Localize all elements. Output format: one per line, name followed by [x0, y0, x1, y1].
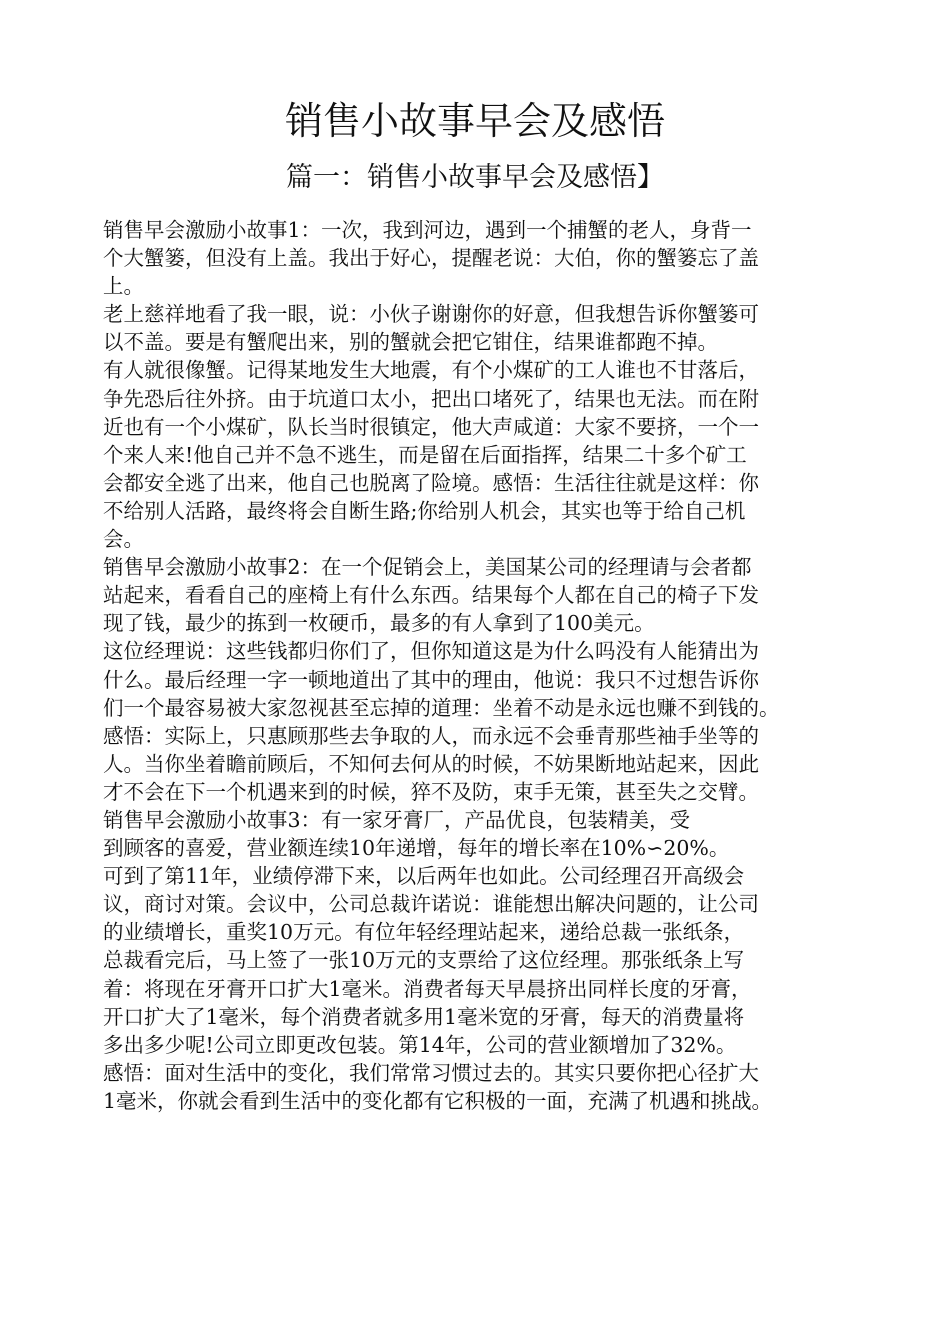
text-line: 人。当你坐着瞻前顾后，不知何去何从的时候，不妨果断地站起来，因此: [103, 751, 759, 776]
text-line: 到顾客的喜爱，营业额连续10年递增，每年的增长率在10%∽20%。: [103, 836, 730, 861]
text-line: 开口扩大了1毫米，每个消费者就多用1毫米宽的牙膏，每天的消费量将: [103, 1004, 745, 1029]
document-title: 销售小故事早会及感悟: [284, 99, 665, 143]
text-line: 不给别人活路，最终将会自断生路;你给别人机会，其实也等于给自己机: [103, 498, 746, 523]
text-line: 会都安全逃了出来，他自己也脱离了险境。感悟：生活往往就是这样：你: [103, 470, 759, 495]
text-line: 争先恐后往外挤。由于坑道口太小，把出口堵死了，结果也无法。而在附: [103, 386, 759, 411]
text-line: 们一个最容易被大家忽视甚至忘掉的道理：坐着不动是永远也赚不到钱的。: [103, 695, 780, 720]
text-line: 近也有一个小煤矿，队长当时很镇定，他大声咸道：大家不要挤，一个一: [103, 414, 759, 439]
document-body: [103, 216, 873, 1115]
text-line: 个大蟹篓，但没有上盖。我出于好心，提醒老说：大伯，你的蟹篓忘了盖: [103, 246, 759, 271]
text-line: 销售早会激励小故事1：一次，我到河边，遇到一个捕蟹的老人，身背一: [103, 218, 752, 242]
text-line: 会。: [103, 527, 144, 552]
text-line: 才不会在下一个机遇来到的时候，猝不及防，束手无策，甚至失之交臂。: [103, 779, 759, 804]
text-line: 上。: [103, 274, 144, 299]
text-line: 有人就很像蟹。记得某地发生大地震，有个小煤矿的工人谁也不甘落后，: [103, 358, 759, 383]
text-line: 1毫米，你就会看到生活中的变化都有它积极的一面，充满了机遇和挑战。: [103, 1088, 773, 1113]
text-line: 以不盖。要是有蟹爬出来，别的蟹就会把它钳住，结果谁都跑不掉。: [103, 330, 718, 355]
text-line: 议，商讨对策。会议中，公司总裁许诺说：谁能想出解决问题的，让公司: [103, 892, 759, 917]
text-line: 多出多少呢!公司立即更改包装。第14年，公司的营业额增加了32%。: [103, 1032, 737, 1057]
text-line: 现了钱，最少的拣到一枚硬币，最多的有人拿到了100美元。: [103, 611, 655, 636]
text-line: 站起来，看看自己的座椅上有什么东西。结果每个人都在自己的椅子下发: [103, 583, 759, 608]
text-line: 老上慈祥地看了我一眼，说：小伙子谢谢你的好意，但我想告诉你蟹篓可: [103, 302, 759, 327]
text-line: 的业绩增长，重奖10万元。有位年轻经理站起来，递给总裁一张纸条，: [103, 920, 745, 945]
text-line: 着：将现在牙膏开口扩大1毫米。消费者每天早晨挤出同样长度的牙膏，: [103, 976, 752, 1001]
text-line: 感悟：面对生活中的变化，我们常常习惯过去的。其实只要你把心径扩大: [103, 1060, 759, 1085]
text-line: 可到了第11年，业绩停滞下来，以后两年也如此。公司经理召开高级会: [103, 864, 745, 889]
text-line: 销售早会激励小故事3：有一家牙膏厂，产品优良，包装精美，受: [103, 807, 691, 832]
text-line: 感悟：实际上，只惠顾那些去争取的人，而永远不会垂青那些袖手坐等的: [103, 723, 759, 748]
text-line: 什么。最后经理一字一顿地道出了其中的理由，他说：我只不过想告诉你: [103, 667, 759, 692]
text-line: 个来人来!他自己并不急不逃生，而是留在后面指挥，结果二十多个矿工: [103, 442, 747, 467]
text-line: 总裁看完后，马上签了一张10万元的支票给了这位经理。那张纸条上写: [103, 948, 745, 973]
document-subtitle: 篇一：销售小故事早会及感悟】: [286, 162, 664, 193]
text-line: 销售早会激励小故事2：在一个促销会上，美国某公司的经理请与会者都: [103, 555, 752, 580]
text-line: 这位经理说：这些钱都归你们了，但你知道这是为什么吗没有人能猜出为: [103, 639, 759, 664]
